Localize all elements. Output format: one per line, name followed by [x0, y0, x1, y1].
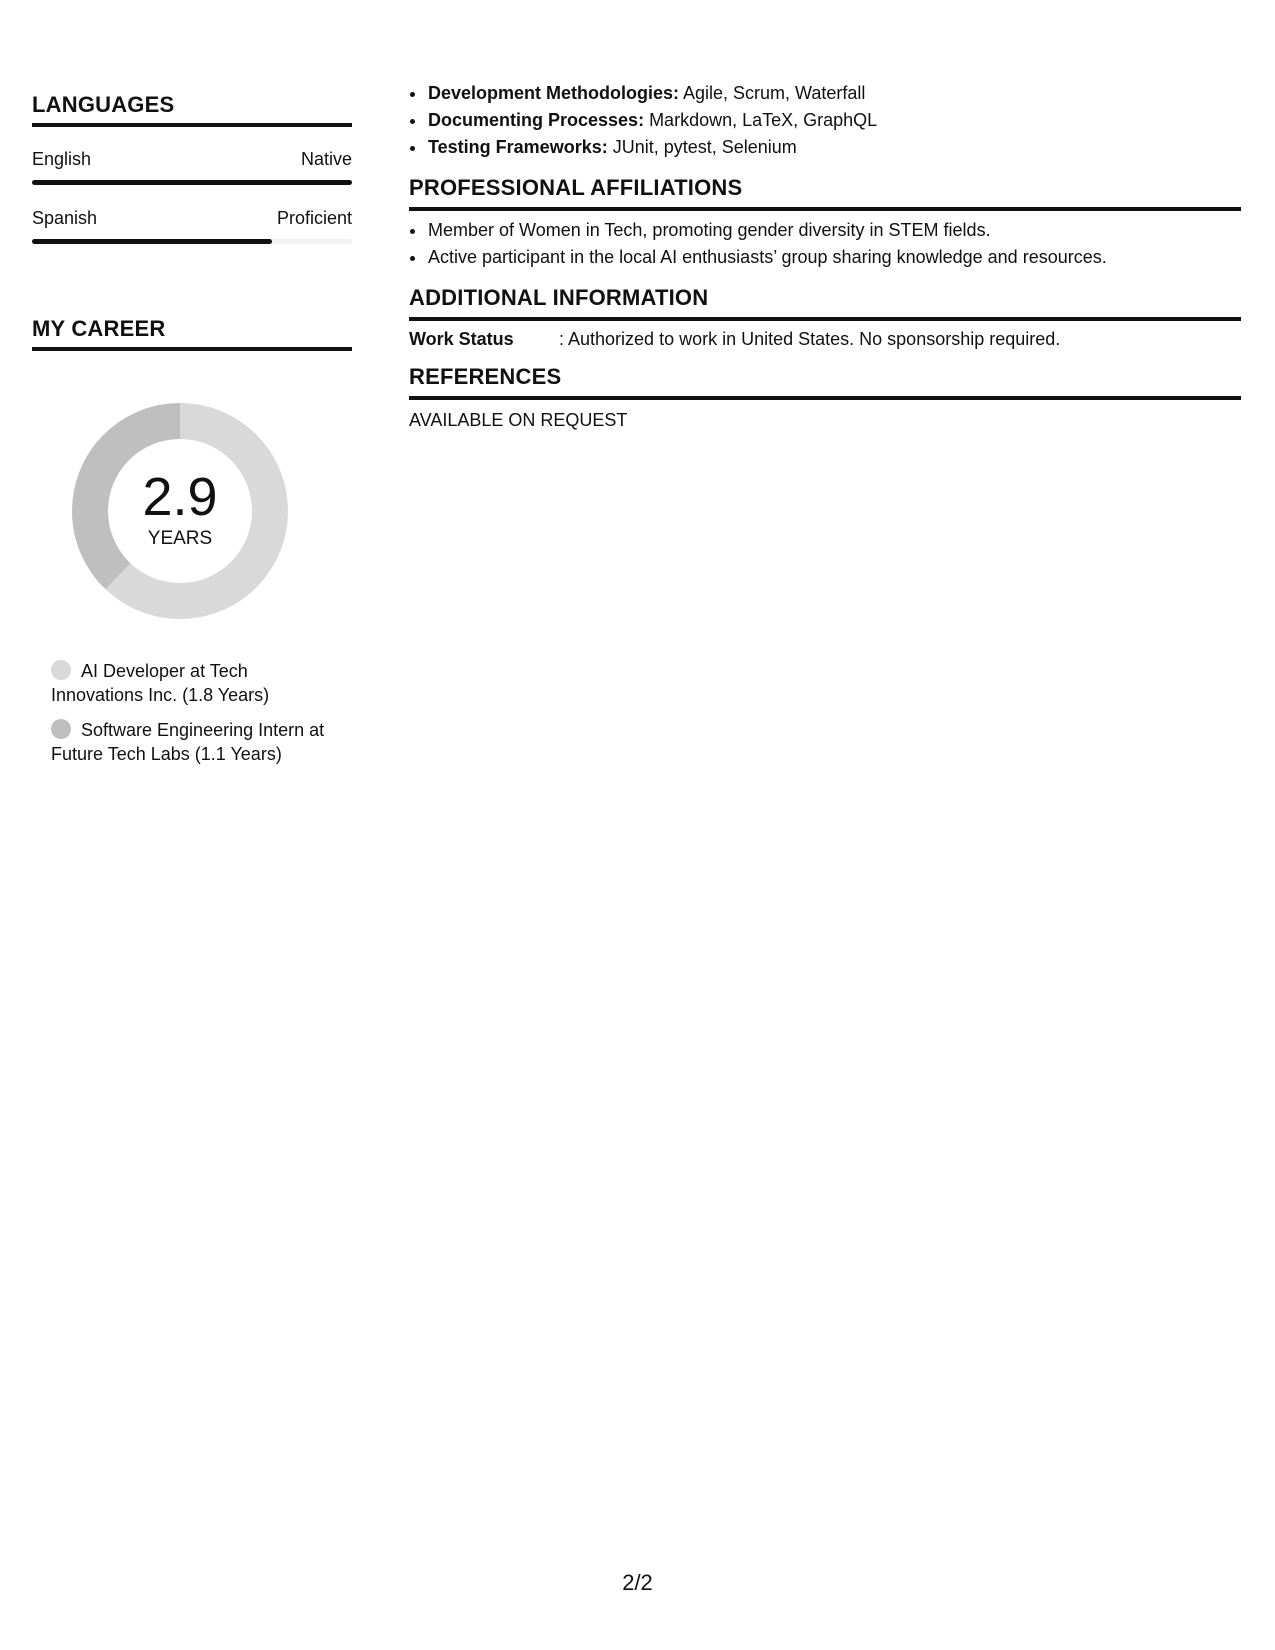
language-level: Native [300, 149, 352, 169]
language-name: Spanish [32, 208, 98, 228]
right-column [409, 80, 1241, 431]
language-level: Proficient [276, 208, 352, 228]
left-column [32, 92, 352, 777]
list-item [427, 134, 1241, 161]
skill-value: Markdown, LaTeX, GraphQL [644, 110, 878, 130]
career-total-years: 2.9 [142, 467, 218, 527]
page-number: 2/2 [622, 1570, 653, 1595]
additional-info-heading: ADDITIONAL INFORMATION [409, 285, 1241, 321]
list-item [427, 80, 1241, 107]
language-proficiency-fill [32, 180, 352, 185]
skill-label: Testing Frameworks: [428, 137, 608, 157]
skill-value: JUnit, pytest, Selenium [607, 137, 797, 157]
career-legend [51, 659, 341, 766]
legend-label: AI Developer at Tech Innovations Inc. (1.8 Years) [51, 661, 270, 705]
legend-item [51, 718, 341, 766]
legend-label: Software Engineering Intern at Future Tech Labs (1.1 Years) [51, 720, 325, 764]
language-name: English [32, 149, 92, 169]
legend-item [51, 659, 341, 707]
references-text: AVAILABLE ON REQUEST [409, 410, 628, 430]
work-status-label: Work Status [409, 329, 514, 349]
work-status-value: : Authorized to work in United States. No sponsorship required. [559, 329, 1061, 349]
skills-list [409, 80, 1241, 161]
list-item [427, 107, 1241, 134]
list-item: • Active participant in the local AI enthusiasts’ group sharing knowledge and resources. [427, 244, 1241, 271]
skill-value: Agile, Scrum, Waterfall [679, 83, 866, 103]
career-total-unit: YEARS [147, 528, 213, 549]
skill-label: Documenting Processes: [428, 110, 645, 130]
language-proficiency-bar [32, 180, 352, 185]
legend-swatch [51, 719, 71, 739]
references-heading: REFERENCES [409, 364, 1241, 400]
language-item-spanish [32, 208, 352, 244]
language-item-english [32, 149, 352, 185]
affiliations-heading: PROFESSIONAL AFFILIATIONS [409, 175, 1241, 211]
career-donut-chart [65, 396, 295, 626]
skill-label: Development Methodologies: [428, 83, 680, 103]
career-heading: MY CAREER [32, 316, 352, 351]
languages-heading: LANGUAGES [32, 92, 352, 127]
language-proficiency-bar [32, 239, 352, 244]
work-status-row [409, 329, 1241, 350]
legend-swatch [51, 660, 71, 680]
language-proficiency-fill [32, 239, 272, 244]
affiliations-list [409, 217, 1241, 271]
list-item: • Member of Women in Tech, promoting gender diversity in STEM fields. [427, 217, 1241, 244]
